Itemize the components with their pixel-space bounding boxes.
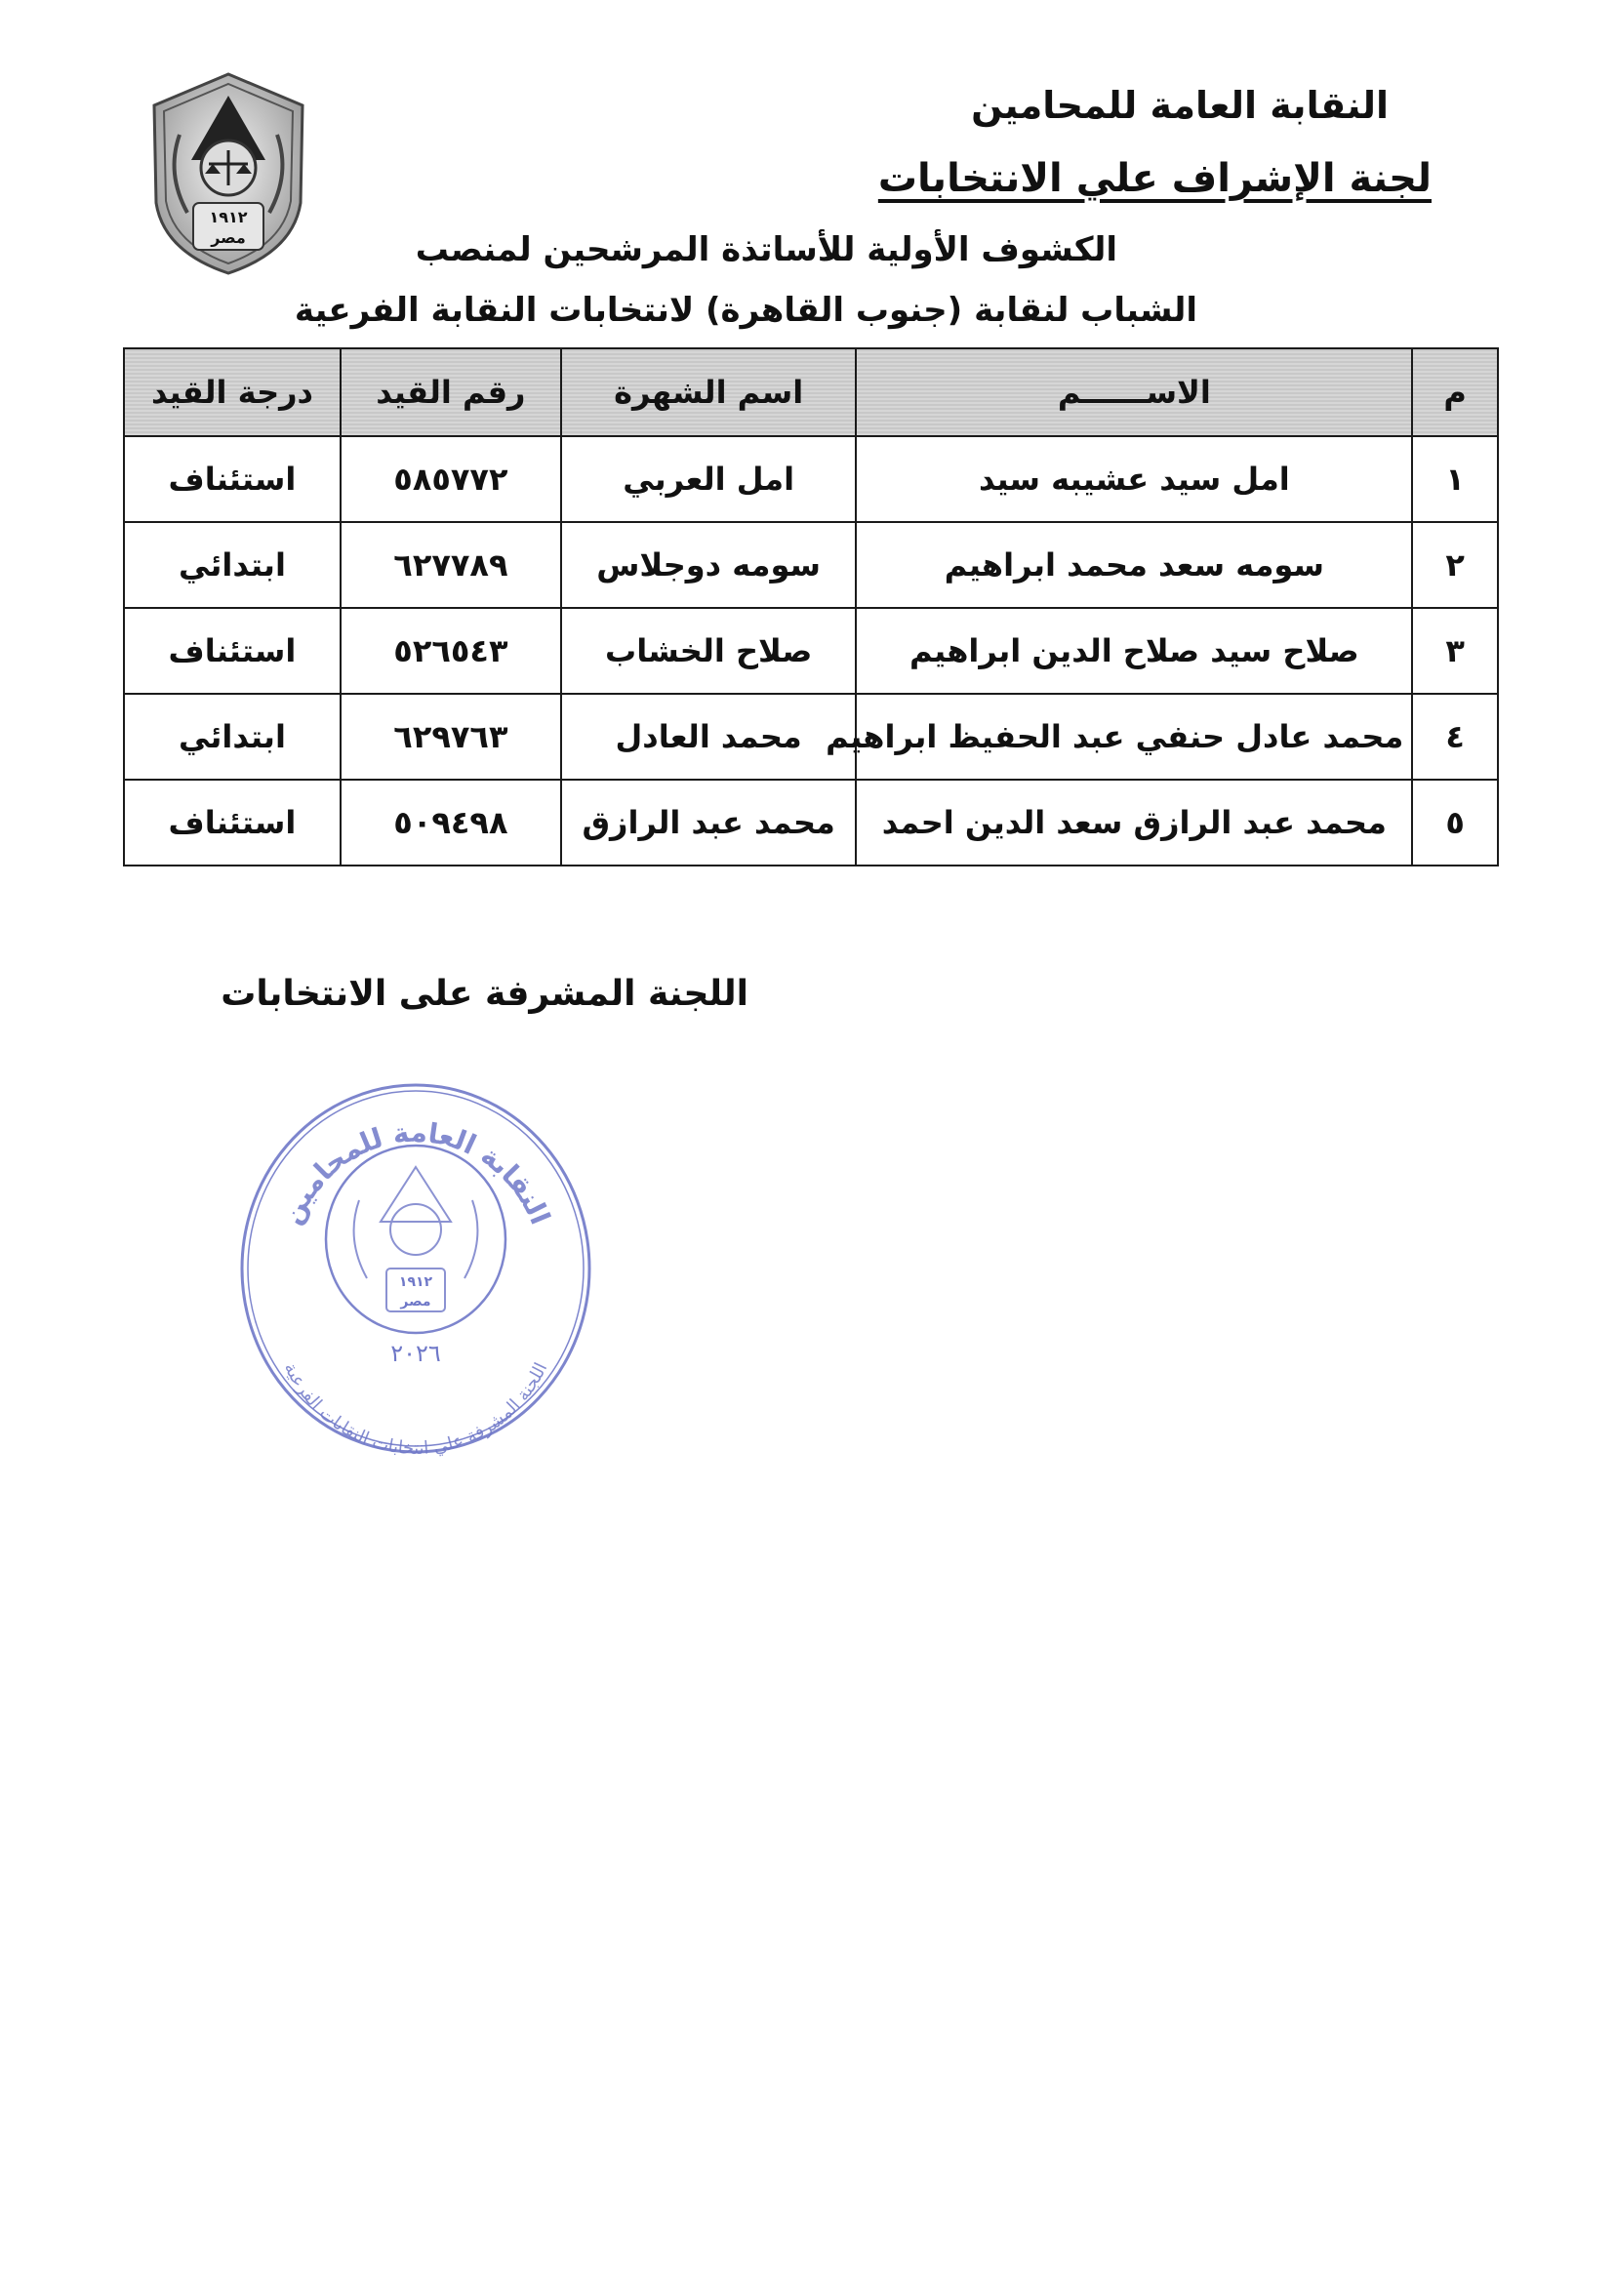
cell-num: ٤ — [1412, 694, 1498, 780]
table-row — [124, 694, 1498, 780]
cell-reg-grade: ابتدائي — [124, 522, 341, 608]
cell-reg-grade: ابتدائي — [124, 694, 341, 780]
cell-fame-name: محمد العادل — [561, 694, 857, 780]
header-name: الاســــــم — [856, 348, 1412, 436]
supervising-committee-label: اللجنة المشرفة على الانتخابات — [221, 974, 748, 1014]
cell-name: محمد عبد الرازق سعد الدين احمد — [856, 780, 1412, 866]
committee-stamp-icon — [230, 1073, 601, 1464]
cell-num: ٥ — [1412, 780, 1498, 866]
header-reg-grade: درجة القيد — [124, 348, 341, 436]
stamp-outer-text: النقابة العامة للمحامين — [274, 1115, 557, 1229]
logo-year: ١٩١٢ — [209, 208, 248, 226]
table-row — [124, 436, 1498, 522]
table-row — [124, 780, 1498, 866]
cell-reg-grade: استئناف — [124, 608, 341, 694]
cell-name: امل سيد عشيبه سيد — [856, 436, 1412, 522]
cell-name: صلاح سيد صلاح الدين ابراهيم — [856, 608, 1412, 694]
list-title-line-2: الشباب لنقابة (جنوب القاهرة) لانتخابات النقابة الفرعية — [294, 291, 1197, 330]
table-row — [124, 608, 1498, 694]
cell-reg-grade: استئناف — [124, 780, 341, 866]
cell-reg-number: ٦٢٧٧٨٩ — [341, 522, 561, 608]
stamp-country: مصر — [400, 1294, 431, 1309]
header-num: م — [1412, 348, 1498, 436]
cell-reg-number: ٥٢٦٥٤٣ — [341, 608, 561, 694]
bar-association-logo-icon — [137, 66, 320, 281]
cell-fame-name: محمد عبد الرازق — [561, 780, 857, 866]
header-reg-number: رقم القيد — [341, 348, 561, 436]
cell-reg-grade: استئناف — [124, 436, 341, 522]
cell-name: سومه سعد محمد ابراهيم — [856, 522, 1412, 608]
cell-num: ٢ — [1412, 522, 1498, 608]
cell-fame-name: صلاح الخشاب — [561, 608, 857, 694]
committee-title: لجنة الإشراف علي الانتخابات — [877, 156, 1432, 201]
cell-fame-name: سومه دوجلاس — [561, 522, 857, 608]
cell-num: ١ — [1412, 436, 1498, 522]
table-header-row — [124, 348, 1498, 436]
cell-fame-name: امل العربي — [561, 436, 857, 522]
header-fame-name: اسم الشهرة — [561, 348, 857, 436]
stamp-date: ٢٠٢٦ — [390, 1340, 441, 1367]
list-title-line-1: الكشوف الأولية للأساتذة المرشحين لمنصب — [415, 230, 1117, 269]
cell-reg-number: ٥٨٥٧٧٢ — [341, 436, 561, 522]
cell-num: ٣ — [1412, 608, 1498, 694]
stamp-year: ١٩١٢ — [398, 1274, 433, 1290]
table-row — [124, 522, 1498, 608]
cell-name: محمد عادل حنفي عبد الحفيظ ابراهيم — [856, 694, 1412, 780]
cell-reg-number: ٥٠٩٤٩٨ — [341, 780, 561, 866]
cell-reg-number: ٦٢٩٧٦٣ — [341, 694, 561, 780]
logo-country: مصر — [211, 228, 246, 247]
candidates-table — [123, 347, 1499, 866]
stamp-bottom-text: اللجنة المشرفة علي انتخابات النقابات الفرعية — [279, 1359, 552, 1460]
organization-title: النقابة العامة للمحامين — [971, 84, 1389, 127]
candidates-table-wrapper — [123, 347, 1499, 866]
